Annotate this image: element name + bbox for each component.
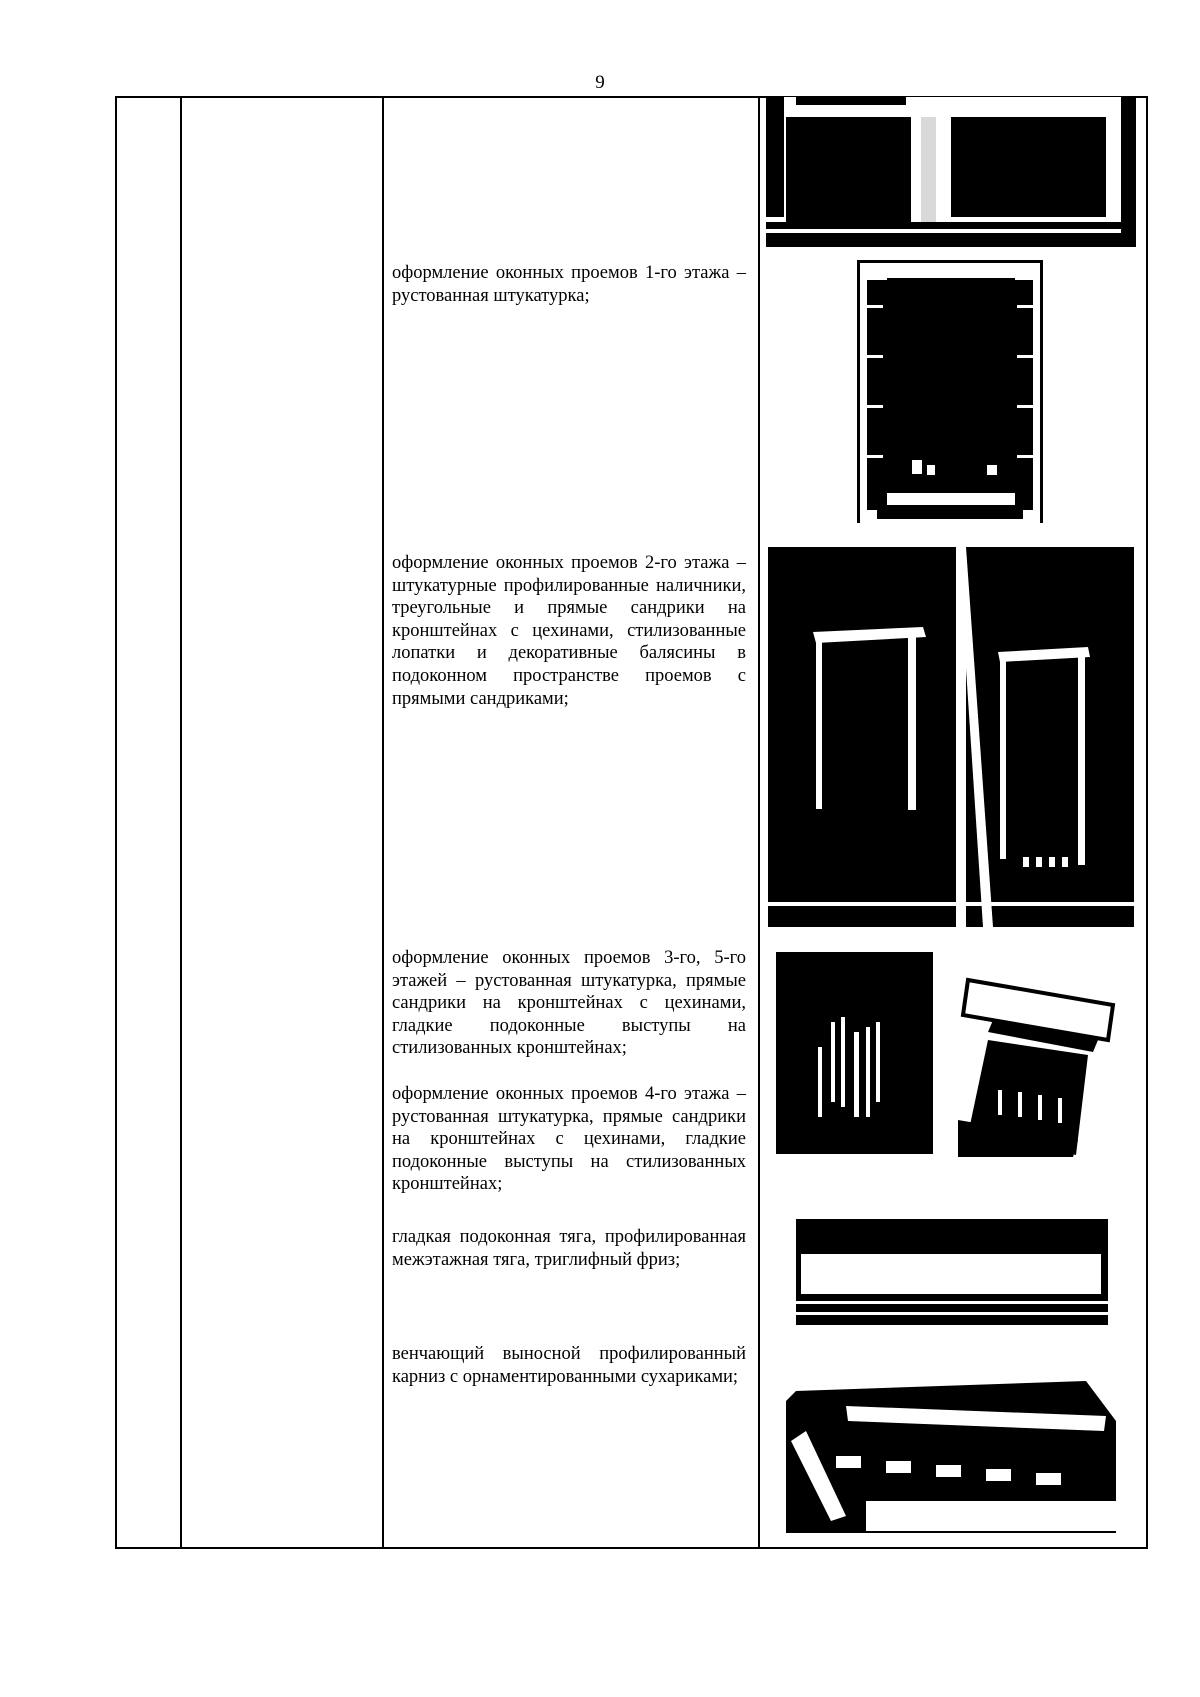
photo-window-floor3-5-b bbox=[958, 940, 1128, 1157]
item-window-floor1: оформление оконных проемов 1-го этажа – рустованная штукатурка; bbox=[392, 263, 746, 306]
photo-window-floor2 bbox=[768, 547, 1134, 927]
column-divider-3 bbox=[758, 98, 760, 1547]
item-window-floor2: оформление оконных проемов 2-го этажа – штукатурные профилированные наличники, треугольные и прямые сандрики на кронштейнах с цехинами, стилизованные лопатки и декоративные балясины в подоконном пространстве проемов с прямыми сандриками; bbox=[392, 553, 746, 709]
photo-window-floor1 bbox=[857, 260, 1043, 523]
photo-cornice bbox=[786, 1361, 1116, 1533]
item-window-floor4: оформление оконных проемов 4-го этажа – рустованная штукатурка, прямые сандрики на кронштейнах с цехинами, гладкие подоконные выступы на стилизованных кронштейнах; bbox=[392, 1084, 746, 1195]
item-window-floor3-5: оформление оконных проемов 3-го, 5-го этажей – рустованная штукатурка, прямые сандрики на кронштейнах с цехинами, гладкие подоконные выступы на стилизованных кронштейнах; bbox=[392, 948, 746, 1059]
column-divider-1b bbox=[181, 98, 182, 1547]
photo-window-floor3-5-a bbox=[776, 952, 933, 1154]
photo-facade-top bbox=[766, 97, 1136, 247]
item-cornice: венчающий выносной профилированный карниз с орнаментированными сухариками; bbox=[392, 1344, 746, 1387]
item-belts-frieze: гладкая подоконная тяга, профилированная межэтажная тяга, триглифный фриз; bbox=[392, 1227, 746, 1270]
photo-belts-frieze bbox=[796, 1219, 1108, 1325]
page-number: 9 bbox=[595, 72, 605, 93]
column-divider-2 bbox=[382, 98, 384, 1547]
